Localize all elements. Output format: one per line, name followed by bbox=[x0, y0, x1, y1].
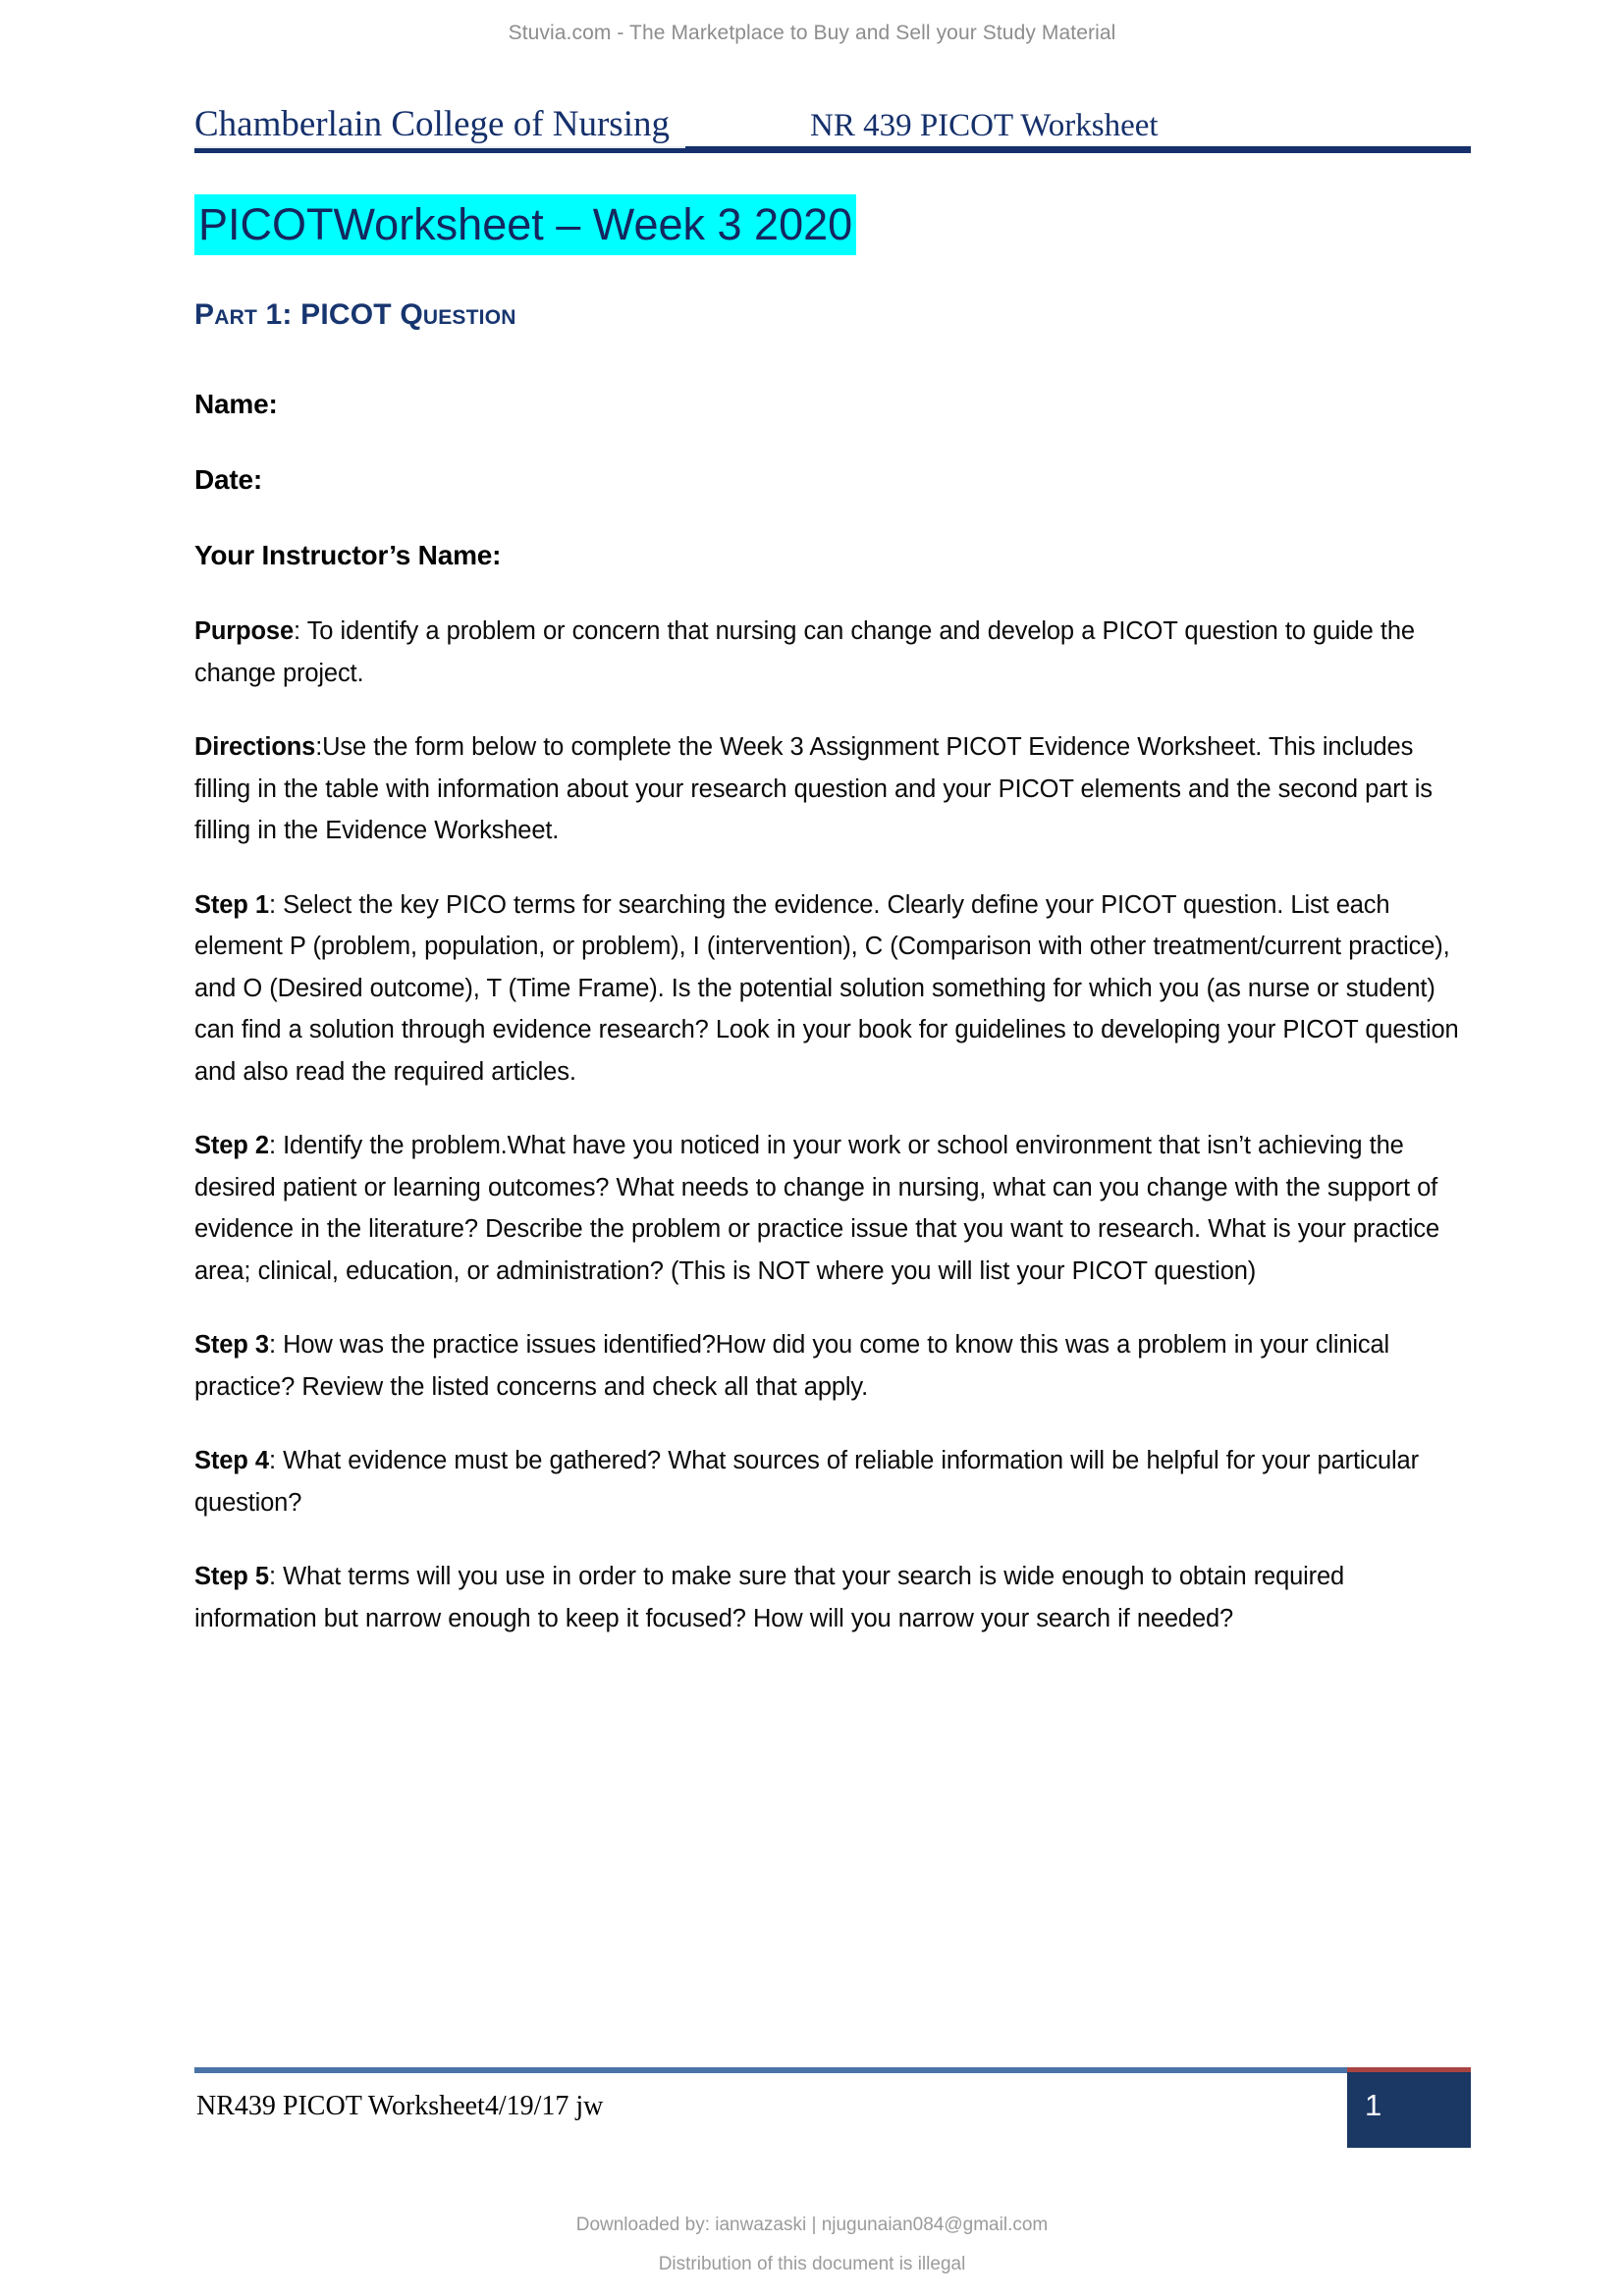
paragraph-step-1 bbox=[194, 884, 1471, 1094]
header-divider-rule bbox=[194, 146, 1471, 153]
step-1-text: : Select the key PICO terms for searching the evidence. Clearly define your PICOT question. List each element P (problem, population, or problem), I (intervention), C (Comparison with other treatment/current practice), and O (Desired outcome), T (Time Frame). Is the potential solution something for which you (as nurse or student) can find a solution through evidence research? Look in your book for guidelines to developing your PICOT question and also read the required articles. bbox=[194, 890, 1459, 1086]
course-worksheet-name: NR 439 PICOT Worksheet bbox=[809, 108, 1159, 143]
step-3-text: : How was the practice issues identified?How did you come to know this was a problem in your clinical practice? Review the listed concerns and check all that apply. bbox=[194, 1331, 1390, 1401]
directions-label: Directions bbox=[194, 733, 316, 761]
downloaded-by-watermark: Downloaded by: ianwazaski | njugunaian084@gmail.com bbox=[575, 2215, 1049, 2235]
paragraph-step-3 bbox=[194, 1324, 1471, 1408]
part-1-heading: Part 1: PICOT Question bbox=[194, 298, 516, 331]
paragraph-step-2 bbox=[194, 1125, 1471, 1292]
body-content bbox=[194, 611, 1471, 1672]
step-4-text: : What evidence must be gathered? What sources of reliable information will be helpful for your particular question? bbox=[194, 1447, 1419, 1517]
field-label-name: Name: bbox=[194, 389, 278, 419]
stuvia-top-watermark: Stuvia.com - The Marketplace to Buy and Sell your Study Material bbox=[508, 22, 1116, 44]
step-4-label: Step 4 bbox=[194, 1447, 269, 1474]
purpose-label: Purpose bbox=[194, 617, 294, 645]
college-name: Chamberlain College of Nursing bbox=[194, 104, 670, 144]
page-number: 1 bbox=[1365, 2088, 1382, 2122]
paragraph-directions bbox=[194, 726, 1471, 852]
step-5-text: : What terms will you use in order to make sure that your search is wide enough to obtain required information but narrow enough to keep it focused? How will you narrow your search if needed? bbox=[194, 1563, 1345, 1632]
document-header bbox=[194, 91, 1471, 152]
document-header-row bbox=[194, 91, 1471, 142]
footer-document-id: NR439 PICOT Worksheet4/19/17 jw bbox=[196, 2091, 604, 2121]
field-label-date: Date: bbox=[194, 464, 263, 495]
step-3-label: Step 3 bbox=[194, 1331, 269, 1359]
distribution-notice-watermark: Distribution of this document is illegal bbox=[658, 2254, 966, 2274]
paragraph-step-4 bbox=[194, 1440, 1471, 1523]
directions-text: :Use the form below to complete the Week 3 Assignment PICOT Evidence Worksheet. This includes filling in the table with information about your research question and your PICOT elements and the second part is filling in the Evidence Worksheet. bbox=[194, 733, 1433, 844]
field-label-instructor: Your Instructor’s Name: bbox=[194, 540, 502, 570]
step-5-label: Step 5 bbox=[194, 1563, 269, 1590]
paragraph-step-5 bbox=[194, 1556, 1471, 1639]
page-number-badge bbox=[1347, 2067, 1471, 2148]
document-title-wrapper bbox=[194, 194, 856, 255]
purpose-text: : To identify a problem or concern that nursing can change and develop a PICOT question to guide the change project. bbox=[194, 617, 1415, 687]
step-2-text: : Identify the problem.What have you noticed in your work or school environment that isn’t achieving the desired patient or learning outcomes? What needs to change in nursing, what can you change with the support of evidence in the literature? Describe the problem or practice issue that you want to research. What is your practice area; clinical, education, or administration? (This is NOT where you will list your PICOT question) bbox=[194, 1132, 1440, 1285]
paragraph-purpose bbox=[194, 611, 1471, 694]
step-1-label: Step 1 bbox=[194, 890, 269, 919]
document-title-highlighted: PICOTWorksheet – Week 3 2020 bbox=[194, 194, 856, 255]
footer-divider-rule bbox=[194, 2067, 1471, 2073]
step-2-label: Step 2 bbox=[194, 1132, 269, 1159]
